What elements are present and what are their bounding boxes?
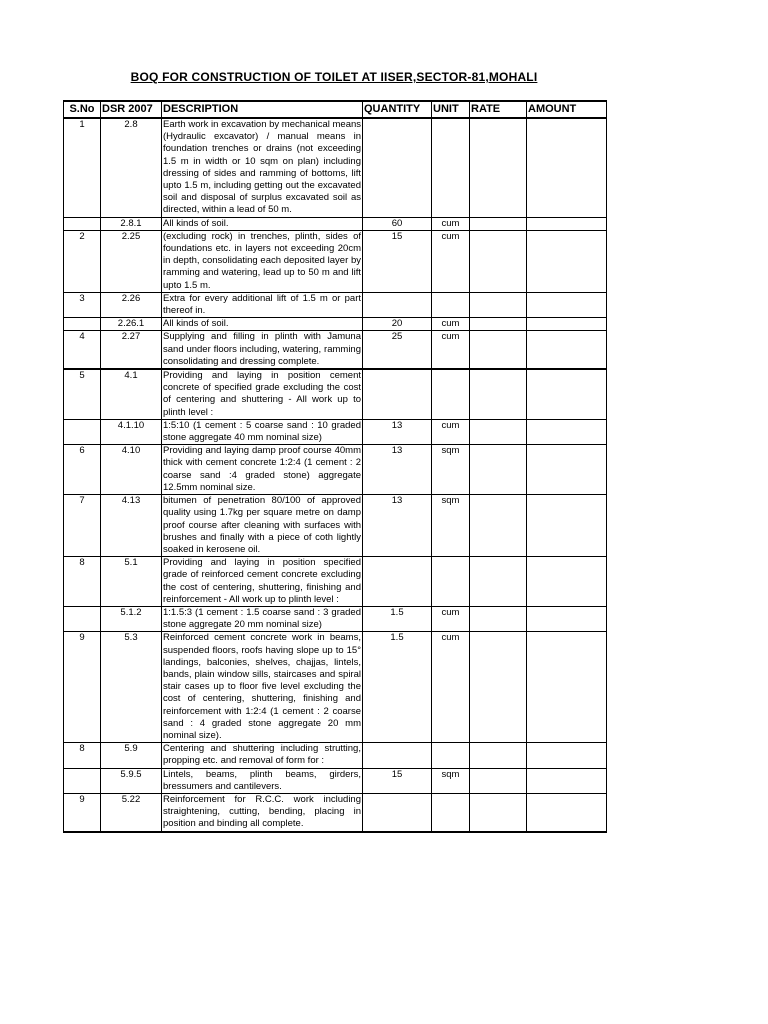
- cell-quantity: 1.5: [363, 632, 432, 743]
- cell-amount: [527, 793, 607, 831]
- cell-dsr: 4.13: [101, 495, 162, 557]
- cell-quantity: [363, 557, 432, 607]
- cell-dsr: 4.10: [101, 445, 162, 495]
- cell-unit: sqm: [432, 768, 470, 793]
- cell-unit: [432, 369, 470, 419]
- table-body: [64, 118, 607, 832]
- cell-description: 1:1.5:3 (1 cement : 1.5 coarse sand : 3 graded stone aggregate 20 mm nominal size): [163, 606, 361, 631]
- header-rate: RATE: [470, 101, 527, 118]
- cell-unit: cum: [432, 606, 470, 631]
- document-title: BOQ FOR CONSTRUCTION OF TOILET AT IISER,SECTOR-81,MOHALI: [130, 70, 538, 84]
- cell-amount: [527, 743, 607, 768]
- cell-rate: [470, 369, 527, 419]
- cell-sno: 2: [64, 230, 101, 292]
- table-row: [64, 445, 607, 495]
- cell-amount: [527, 419, 607, 444]
- cell-amount: [527, 230, 607, 292]
- cell-amount: [527, 606, 607, 631]
- cell-rate: [470, 217, 527, 230]
- table-row: [64, 419, 607, 444]
- header-dsr: DSR 2007: [101, 101, 162, 118]
- cell-dsr: 2.8.1: [101, 217, 162, 230]
- cell-sno: 9: [64, 793, 101, 831]
- cell-dsr: 5.1.2: [101, 606, 162, 631]
- cell-amount: [527, 318, 607, 331]
- table-row: [64, 768, 607, 793]
- cell-dsr: 2.25: [101, 230, 162, 292]
- cell-quantity: [363, 292, 432, 317]
- table-header-row: [64, 101, 607, 118]
- cell-sno: [64, 318, 101, 331]
- cell-dsr: 5.1: [101, 557, 162, 607]
- cell-sno: 5: [64, 369, 101, 419]
- table-row: [64, 230, 607, 292]
- cell-rate: [470, 419, 527, 444]
- table-row: [64, 557, 607, 607]
- table-row: [64, 292, 607, 317]
- table-row: [64, 369, 607, 419]
- cell-quantity: 13: [363, 445, 432, 495]
- cell-rate: [470, 445, 527, 495]
- cell-amount: [527, 331, 607, 369]
- cell-quantity: 15: [363, 768, 432, 793]
- cell-sno: [64, 217, 101, 230]
- cell-dsr: 5.3: [101, 632, 162, 743]
- cell-unit: cum: [432, 230, 470, 292]
- cell-amount: [527, 217, 607, 230]
- cell-dsr: 2.26: [101, 292, 162, 317]
- table-row: [64, 793, 607, 831]
- cell-quantity: 25: [363, 331, 432, 369]
- cell-unit: cum: [432, 318, 470, 331]
- cell-sno: 9: [64, 632, 101, 743]
- cell-rate: [470, 632, 527, 743]
- cell-unit: [432, 118, 470, 217]
- cell-amount: [527, 369, 607, 419]
- cell-unit: cum: [432, 331, 470, 369]
- cell-quantity: [363, 743, 432, 768]
- cell-sno: 4: [64, 331, 101, 369]
- cell-rate: [470, 743, 527, 768]
- cell-rate: [470, 557, 527, 607]
- cell-rate: [470, 292, 527, 317]
- cell-description: Extra for every additional lift of 1.5 m or part thereof in.: [163, 292, 361, 317]
- cell-unit: [432, 292, 470, 317]
- cell-description: bitumen of penetration 80/100 of approved quality using 1.7kg per square metre on damp proof course after cleaning with surfaces with brushes and finally with a piece of coth lightly soaked in kerosene oil.: [163, 495, 361, 555]
- cell-sno: 7: [64, 495, 101, 557]
- header-unit: UNIT: [432, 101, 470, 118]
- header-sno: S.No: [64, 101, 101, 118]
- cell-sno: 6: [64, 445, 101, 495]
- cell-description: Providing and laying in position specified grade of reinforced cement concrete excluding the cost of centering, shuttering, finishing and reinforcement - All work up to plinth level :: [163, 557, 361, 605]
- cell-sno: 3: [64, 292, 101, 317]
- cell-quantity: 15: [363, 230, 432, 292]
- boq-table: [63, 100, 607, 833]
- cell-unit: [432, 793, 470, 831]
- cell-dsr: 5.9.5: [101, 768, 162, 793]
- cell-quantity: 13: [363, 495, 432, 557]
- table-row: [64, 606, 607, 631]
- header-quantity: QUANTITY: [363, 101, 432, 118]
- cell-rate: [470, 318, 527, 331]
- cell-description: Lintels, beams, plinth beams, girders, bressumers and cantilevers.: [163, 768, 361, 792]
- cell-description: 1:5:10 (1 cement : 5 coarse sand : 10 graded stone aggregate 40 mm nominal size): [163, 419, 361, 444]
- cell-rate: [470, 331, 527, 369]
- table-row: [64, 118, 607, 217]
- cell-quantity: [363, 369, 432, 419]
- cell-rate: [470, 768, 527, 793]
- header-amount: AMOUNT: [527, 101, 607, 118]
- cell-description: Providing and laying damp proof course 40mm thick with cement concrete 1:2:4 (1 cement : 2 coarse sand :4 graded stone) aggregate 12.5mm nominal size.: [163, 445, 361, 493]
- cell-sno: 8: [64, 557, 101, 607]
- table-row: [64, 217, 607, 230]
- cell-rate: [470, 495, 527, 557]
- cell-sno: [64, 768, 101, 793]
- cell-description: (excluding rock) in trenches, plinth, sides of foundations etc. in layers not exceeding 20cm in depth, consolidating each deposited layer by ramming and watering, lead up to 50 m and lift upto 1.5 m.: [163, 230, 361, 291]
- table-row: [64, 318, 607, 331]
- cell-dsr: 5.9: [101, 743, 162, 768]
- cell-dsr: 2.27: [101, 331, 162, 369]
- cell-amount: [527, 632, 607, 743]
- cell-quantity: 20: [363, 318, 432, 331]
- cell-amount: [527, 495, 607, 557]
- table-row: [64, 632, 607, 743]
- cell-dsr: 4.1: [101, 369, 162, 419]
- cell-amount: [527, 118, 607, 217]
- cell-quantity: 13: [363, 419, 432, 444]
- table-row: [64, 331, 607, 369]
- cell-amount: [527, 768, 607, 793]
- cell-dsr: 2.26.1: [101, 318, 162, 331]
- cell-description: Reinforcement for R.C.C. work including straightening, cutting, bending, placing in position and binding all complete.: [162, 793, 363, 831]
- cell-sno: 1: [64, 118, 101, 217]
- cell-description: All kinds of soil.: [162, 318, 363, 331]
- cell-quantity: [363, 118, 432, 217]
- cell-description: Centering and shuttering including strutting, propping etc. and removal of form for :: [163, 743, 361, 767]
- cell-amount: [527, 292, 607, 317]
- cell-unit: [432, 557, 470, 607]
- cell-sno: 8: [64, 743, 101, 768]
- table-row: [64, 743, 607, 768]
- cell-description: Providing and laying in position cement concrete of specified grade excluding the cost of centering and shuttering - All work up to plinth level :: [163, 370, 361, 418]
- cell-dsr: 4.1.10: [101, 419, 162, 444]
- table-row: [64, 495, 607, 557]
- cell-rate: [470, 793, 527, 831]
- cell-unit: sqm: [432, 445, 470, 495]
- cell-rate: [470, 118, 527, 217]
- cell-unit: cum: [432, 632, 470, 743]
- cell-unit: sqm: [432, 495, 470, 557]
- header-description: DESCRIPTION: [162, 101, 363, 118]
- cell-quantity: 60: [363, 217, 432, 230]
- cell-amount: [527, 445, 607, 495]
- cell-quantity: [363, 793, 432, 831]
- cell-unit: cum: [432, 217, 470, 230]
- cell-unit: cum: [432, 419, 470, 444]
- cell-amount: [527, 557, 607, 607]
- cell-sno: [64, 419, 101, 444]
- cell-quantity: 1.5: [363, 606, 432, 631]
- cell-description: Supplying and filling in plinth with Jamuna sand under floors including, watering, ramming consolidating and dressing complete.: [162, 331, 363, 369]
- cell-description: Reinforced cement concrete work in beams, suspended floors, roofs having slope up to 15° landings, balconies, shelves, chajjas, lintels, bands, plain window sills, staircases and spiral stair cases up to floor five level excluding the cost of centering, shuttering, finishing and reinforcement with 1:2:4 (1 cement : 2 coarse sand : 4 graded stone aggregate 20 mm nominal size).: [163, 632, 361, 741]
- cell-dsr: 2.8: [101, 118, 162, 217]
- cell-dsr: 5.22: [101, 793, 162, 831]
- cell-rate: [470, 230, 527, 292]
- cell-rate: [470, 606, 527, 631]
- cell-description: Earth work in excavation by mechanical means (Hydraulic excavator) / manual means in foundation trenches or drains (not exceeding 1.5 m in width or 10 sqm on plan) including dressing of sides and ramming of bottoms, lift upto 1.5 m, including getting out the excavated soil and disposal of surplus excavated soil as directed, within a lead of 50 m.: [163, 119, 362, 216]
- cell-description: All kinds of soil.: [162, 217, 363, 230]
- cell-sno: [64, 606, 101, 631]
- cell-unit: [432, 743, 470, 768]
